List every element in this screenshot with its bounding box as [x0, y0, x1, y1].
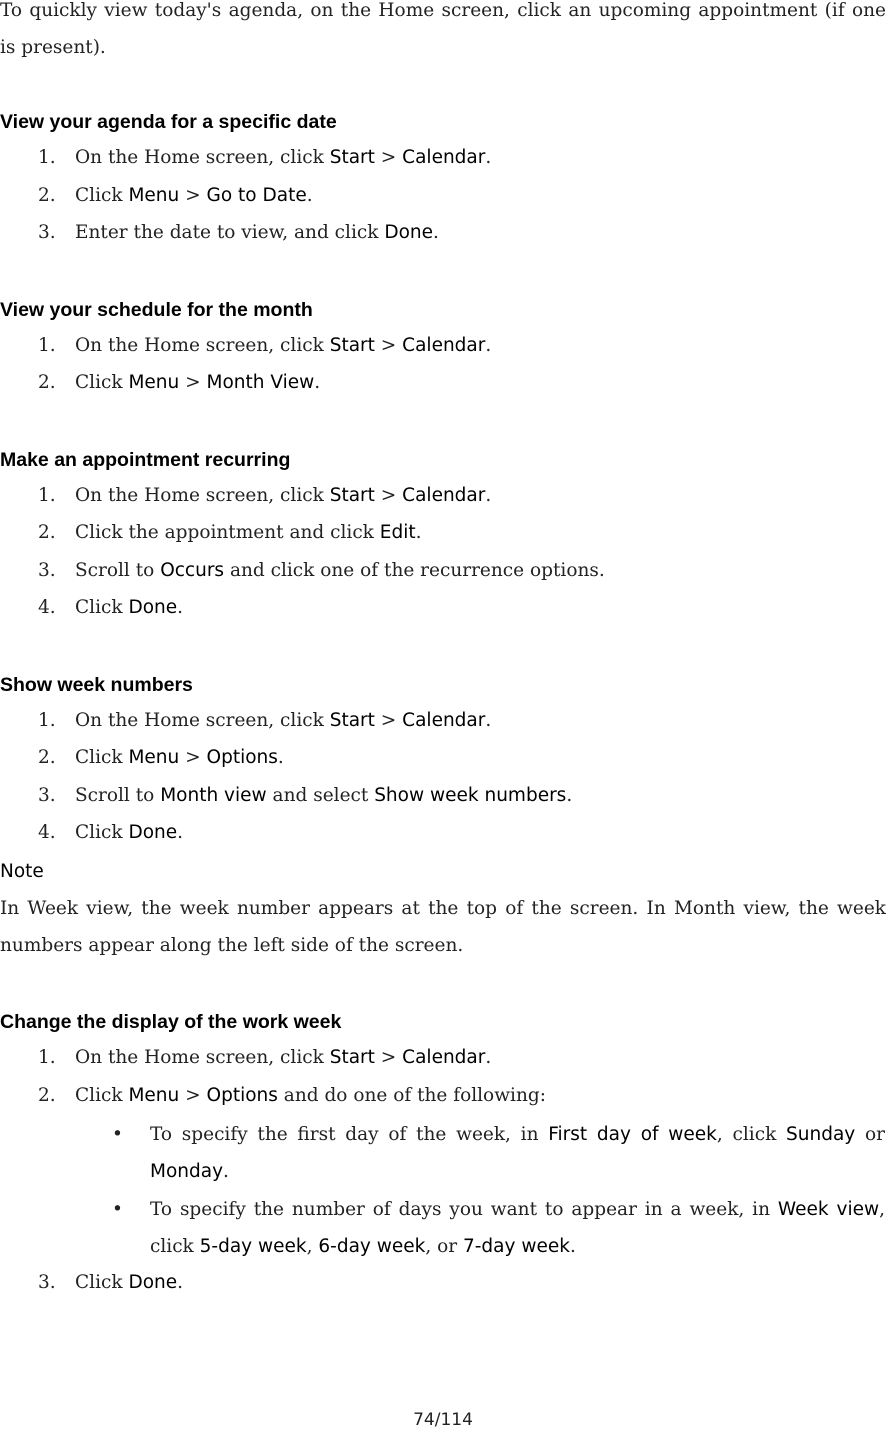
- page-number: 74/114: [413, 1410, 473, 1430]
- note-label: Note: [0, 861, 44, 882]
- list-item: 1. On the Home screen, click Start > Calendar.: [38, 485, 492, 506]
- list-item: 2. Click the appointment and click Edit.: [38, 522, 422, 543]
- bullet-icon: •: [112, 1199, 123, 1220]
- list-item: 3. Scroll to Month view and select Show week numbers.: [38, 785, 573, 806]
- list-item: 2. Click Menu > Month View.: [38, 372, 321, 393]
- list-item: 1. On the Home screen, click Start > Calendar.: [38, 710, 492, 731]
- section-heading: Show week numbers: [0, 674, 193, 696]
- list-item: 2. Click Menu > Options and do one of the following:: [38, 1085, 546, 1106]
- list-item: 4. Click Done.: [38, 597, 184, 618]
- section-heading: Make an appointment recurring: [0, 449, 291, 471]
- list-item: 4. Click Done.: [38, 822, 184, 843]
- intro-paragraph: To quickly view today's agenda, on the Home screen, click an upcoming appointment (if one is present).: [0, 0, 886, 58]
- list-item: 3. Scroll to Occurs and click one of the recurrence options.: [38, 560, 605, 581]
- list-item: 2. Click Menu > Go to Date.: [38, 185, 313, 206]
- list-item: 3. Enter the date to view, and click Done.: [38, 222, 439, 243]
- list-item: 3. Click Done.: [38, 1272, 184, 1293]
- section-heading: View your agenda for a specific date: [0, 111, 337, 133]
- list-item: 2. Click Menu > Options.: [38, 747, 284, 768]
- list-item: 1. On the Home screen, click Start > Calendar.: [38, 1047, 492, 1068]
- bullet-icon: •: [112, 1124, 123, 1145]
- note-paragraph: In Week view, the week number appears at the top of the screen. In Month view, the week numbers appear along the left side of the screen.: [0, 898, 886, 956]
- section-heading: Change the display of the work week: [0, 1011, 342, 1033]
- section-heading: View your schedule for the month: [0, 299, 313, 321]
- list-item: 1. On the Home screen, click Start > Calendar.: [38, 335, 492, 356]
- list-item: 1. On the Home screen, click Start > Calendar.: [38, 147, 492, 168]
